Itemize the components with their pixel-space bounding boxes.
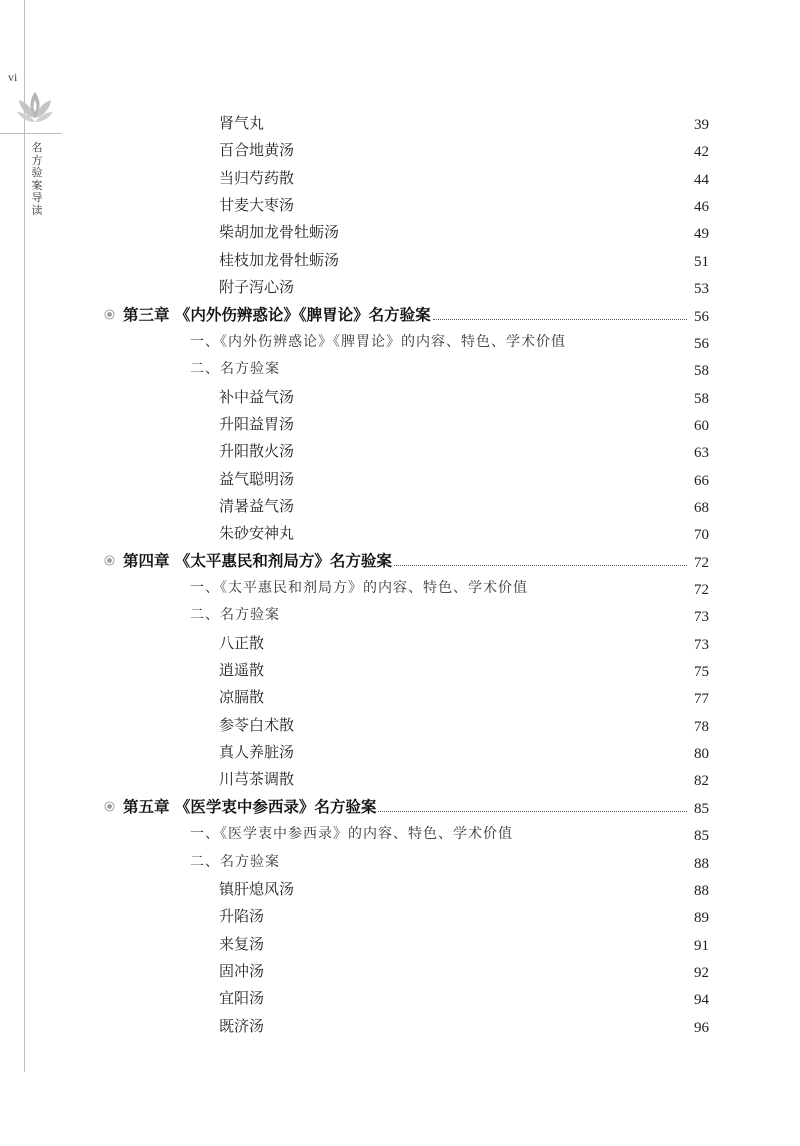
toc-entry-row[interactable]: [0, 467, 800, 491]
toc-label: 来复汤: [219, 934, 265, 953]
toc-section-row[interactable]: [0, 330, 800, 354]
toc-label: 肾气丸: [219, 114, 265, 132]
toc-entry-row[interactable]: [0, 494, 800, 518]
toc-section-row[interactable]: [0, 850, 800, 874]
toc-entry-row[interactable]: [0, 439, 800, 463]
toc-label: 附子泻心汤: [219, 278, 295, 297]
toc-page-number: 51: [694, 253, 709, 270]
toc-entry-row[interactable]: [0, 767, 800, 791]
toc-section-row[interactable]: [0, 357, 800, 381]
toc-entry-row[interactable]: [0, 658, 800, 682]
toc-entry-row[interactable]: [0, 740, 800, 764]
toc-label: 桂枝加龙骨牡蛎汤: [219, 250, 340, 269]
toc-chapter-row[interactable]: [0, 303, 800, 327]
dot-leader: [394, 565, 687, 566]
toc-entry-row[interactable]: [0, 521, 800, 545]
toc-page-number: 72: [694, 582, 709, 598]
toc-page-number: 39: [694, 117, 709, 133]
toc-page-number: 88: [694, 882, 709, 899]
toc-label: 升阳益胃汤: [219, 414, 295, 433]
toc-page-number: 91: [694, 937, 709, 954]
toc-page-number: 60: [694, 417, 709, 434]
toc-label: 一、《医学衷中参西录》的内容、特色、学术价值: [190, 826, 513, 843]
toc-label: 清暑益气汤: [219, 496, 295, 515]
toc-label: 第五章 《医学衷中参西录》名方验案: [123, 796, 377, 816]
toc-entry-row[interactable]: [0, 166, 800, 190]
toc-chapter-row[interactable]: [0, 795, 800, 819]
book-title-char: 读: [31, 203, 43, 217]
toc-entry-row[interactable]: [0, 932, 800, 956]
toc-entry-row[interactable]: [0, 631, 800, 655]
toc-entry-row[interactable]: [0, 412, 800, 436]
toc-label: 柴胡加龙骨牡蛎汤: [219, 223, 340, 242]
toc-label: 二、名方验案: [190, 853, 280, 870]
toc-label: 宜阳汤: [219, 989, 265, 1008]
toc-page-number: 89: [694, 910, 709, 927]
toc-page-number: 75: [694, 664, 709, 680]
toc-label: 逍遥散: [219, 661, 265, 679]
toc-page-number: 70: [694, 527, 709, 544]
book-title-char: 名: [31, 141, 43, 154]
toc-label: 补中益气汤: [219, 387, 295, 406]
chapter-bullet-icon: [104, 555, 115, 566]
toc-label: 一、《内外伤辨惑论》《脾胃论》的内容、特色、学术价值: [190, 333, 566, 350]
toc-section-row[interactable]: [0, 822, 800, 846]
toc-page-number: 77: [694, 691, 709, 708]
toc-page-number: 96: [694, 1019, 709, 1036]
toc-label: 百合地黄汤: [219, 141, 295, 160]
toc-entry-row[interactable]: [0, 220, 800, 244]
toc-label: 甘麦大枣汤: [219, 196, 295, 215]
toc-page-number: 82: [694, 773, 709, 790]
toc-label: 当归芍药散: [219, 168, 295, 187]
toc-label: 二、名方验案: [190, 361, 280, 378]
toc-page-number: 73: [694, 609, 709, 626]
toc-entry-row[interactable]: [0, 904, 800, 928]
toc-entry-row[interactable]: [0, 275, 800, 299]
toc-label: 一、《太平惠民和剂局方》的内容、特色、学术价值: [190, 580, 528, 596]
toc-label: 第三章 《内外伤辨惑论》《脾胃论》名方验案: [123, 304, 431, 324]
toc-label: 朱砂安神丸: [219, 524, 295, 543]
toc-page-number: 63: [694, 445, 709, 462]
book-title-char: 导: [31, 191, 43, 204]
toc-entry-row[interactable]: [0, 685, 800, 709]
toc-page-number: 85: [694, 828, 709, 845]
toc-page-number: 92: [694, 964, 709, 981]
toc-section-row[interactable]: [0, 603, 800, 627]
toc-page-number: 73: [694, 636, 709, 653]
toc-label: 第四章 《太平惠民和剂局方》名方验案: [123, 550, 392, 570]
toc-entry-row[interactable]: [0, 138, 800, 162]
toc-page-number: 88: [694, 855, 709, 872]
book-title-char: 案: [31, 178, 43, 192]
toc-chapter-row[interactable]: [0, 549, 800, 573]
toc-label: 益气聪明汤: [219, 469, 295, 488]
toc-label: 真人养脏汤: [219, 743, 295, 762]
chapter-bullet-icon: [104, 309, 115, 320]
toc-page-number: 78: [694, 718, 709, 735]
toc-label: 升阳散火汤: [219, 442, 295, 461]
toc-entry-row[interactable]: [0, 385, 800, 409]
toc-label: 既济汤: [219, 1016, 265, 1035]
toc-page-number: 53: [694, 281, 709, 298]
toc-page-number: 72: [694, 554, 709, 571]
toc-label: 镇肝熄风汤: [219, 879, 295, 898]
toc-page-number: 44: [694, 171, 709, 188]
toc-page-number: 56: [694, 335, 709, 352]
page-number: vi: [8, 70, 18, 84]
toc-page-number: 58: [694, 390, 709, 407]
toc-page-number: 42: [694, 144, 709, 161]
toc-label: 参苓白术散: [219, 715, 295, 734]
chapter-bullet-icon: [104, 801, 115, 812]
toc-entry-row[interactable]: [0, 959, 800, 983]
toc-entry-row[interactable]: [0, 986, 800, 1010]
toc-entry-row[interactable]: [0, 713, 800, 737]
toc-label: 凉膈散: [219, 688, 265, 707]
toc-page-number: 85: [694, 800, 709, 817]
book-title-char: 验: [31, 166, 43, 179]
toc-page-number: 46: [694, 199, 709, 216]
toc-page-number: 58: [694, 363, 709, 380]
toc-page-number: 80: [694, 746, 709, 763]
book-title-char: 方: [31, 153, 43, 167]
toc-label: 川芎茶调散: [219, 770, 295, 789]
toc-entry-row[interactable]: [0, 193, 800, 217]
toc-page-number: 66: [694, 472, 709, 489]
toc-section-row[interactable]: [0, 576, 800, 600]
toc-page-number: 68: [694, 499, 709, 516]
dot-leader: [433, 319, 687, 320]
toc-label: 二、名方验案: [190, 607, 280, 624]
toc-label: 升陷汤: [219, 907, 265, 926]
toc-label: 固冲汤: [219, 961, 265, 980]
toc-page-number: 49: [694, 226, 709, 243]
toc-entry-row[interactable]: [0, 1014, 800, 1038]
toc-entry-row[interactable]: [0, 111, 800, 135]
toc-page-number: 56: [694, 308, 709, 325]
toc-entry-row[interactable]: [0, 248, 800, 272]
toc-label: 八正散: [219, 633, 265, 652]
dot-leader: [378, 811, 687, 812]
toc-entry-row[interactable]: [0, 877, 800, 901]
toc-page-number: 94: [694, 992, 709, 1009]
